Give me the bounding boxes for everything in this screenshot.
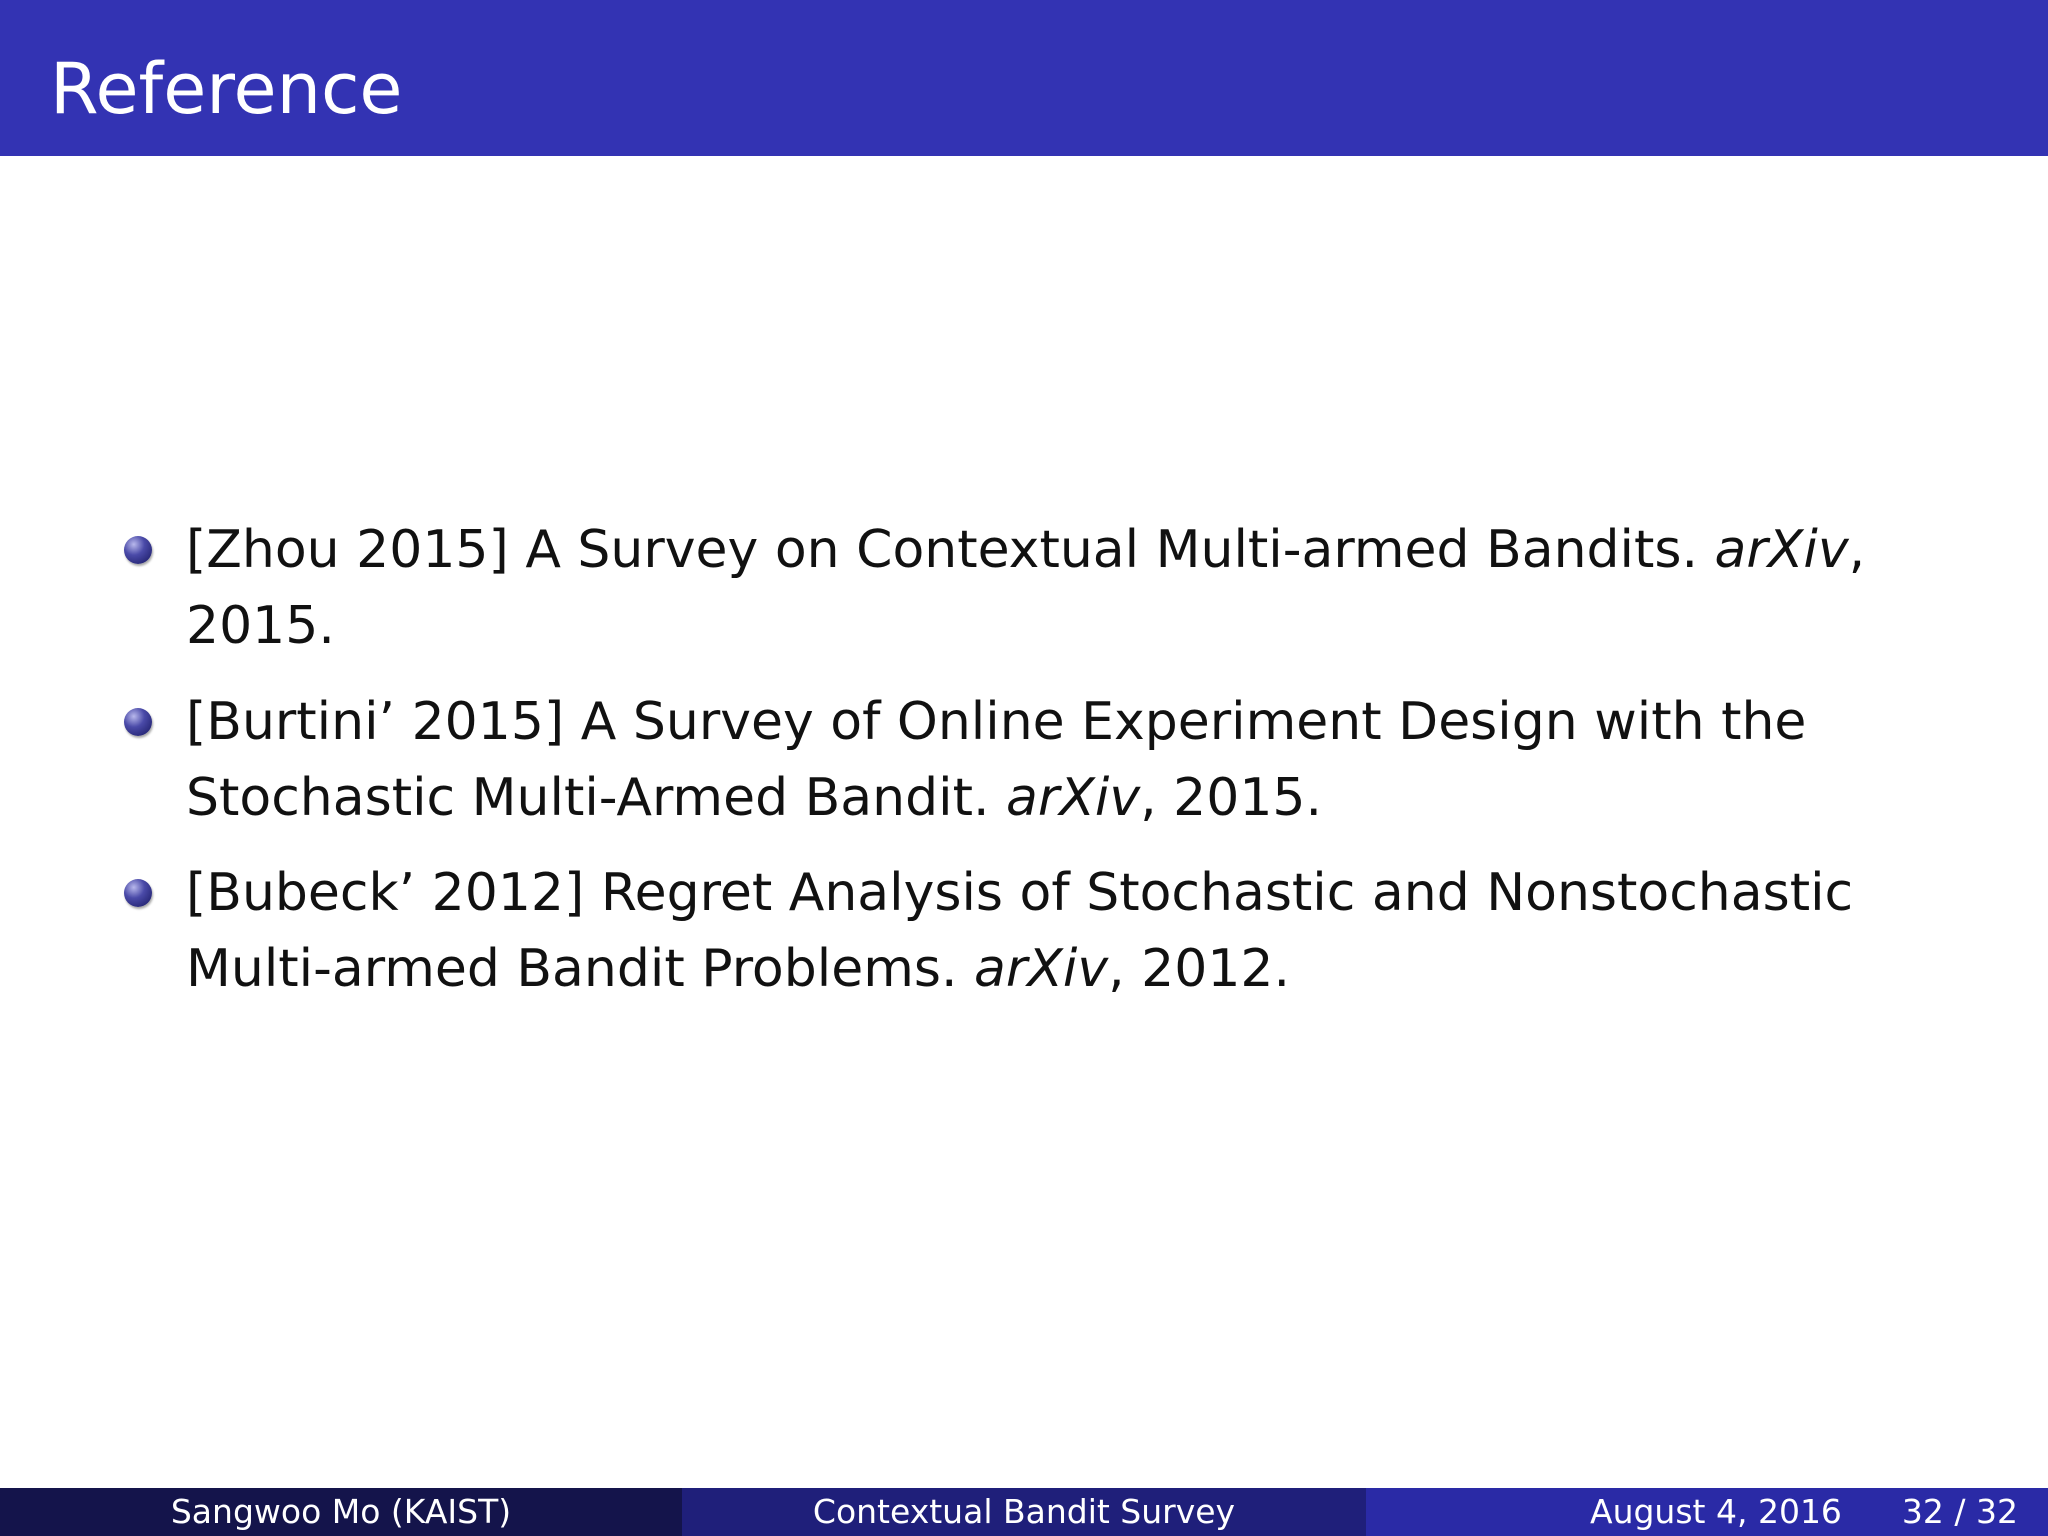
- reference-venue: arXiv: [1006, 768, 1141, 828]
- bullet-icon: [124, 536, 152, 564]
- reference-item: [186, 855, 2006, 1007]
- reference-venue: arXiv: [1714, 520, 1849, 580]
- reference-year: , 2012.: [1108, 939, 1291, 999]
- reference-text: Multi-armed Bandit Problems.: [186, 939, 974, 999]
- reference-venue: arXiv: [974, 939, 1109, 999]
- reference-text: Stochastic Multi-Armed Bandit.: [186, 768, 1007, 828]
- reference-line: [186, 760, 2006, 836]
- reference-text: 2015.: [186, 596, 335, 656]
- footer-author: Sangwoo Mo (KAIST): [0, 1488, 682, 1536]
- footer-date: August 4, 2016: [1590, 1492, 1842, 1531]
- reference-year: ,: [1848, 520, 1866, 580]
- reference-item: [186, 684, 2006, 836]
- page-number: 32 / 32: [1901, 1492, 2018, 1531]
- reference-year: , 2015.: [1140, 768, 1323, 828]
- bullet-icon: [124, 708, 152, 736]
- reference-line: [186, 512, 2006, 588]
- reference-item: [186, 512, 2006, 664]
- reference-line: [186, 855, 2006, 931]
- reference-line: [186, 588, 2006, 664]
- reference-text: [Bubeck’ 2012] Regret Analysis of Stochastic and Nonstochastic: [186, 863, 1854, 923]
- reference-line: [186, 931, 2006, 1007]
- bullet-icon: [124, 879, 152, 907]
- footer-title: Contextual Bandit Survey: [682, 1488, 1366, 1536]
- slide-footer: [0, 1488, 2048, 1536]
- slide-title: Reference: [50, 48, 403, 130]
- footer-right-section: [1366, 1488, 2048, 1536]
- reference-text: [Zhou 2015] A Survey on Contextual Multi-armed Bandits.: [186, 520, 1715, 580]
- reference-line: [186, 684, 2006, 760]
- reference-text: [Burtini’ 2015] A Survey of Online Experiment Design with the: [186, 692, 1807, 752]
